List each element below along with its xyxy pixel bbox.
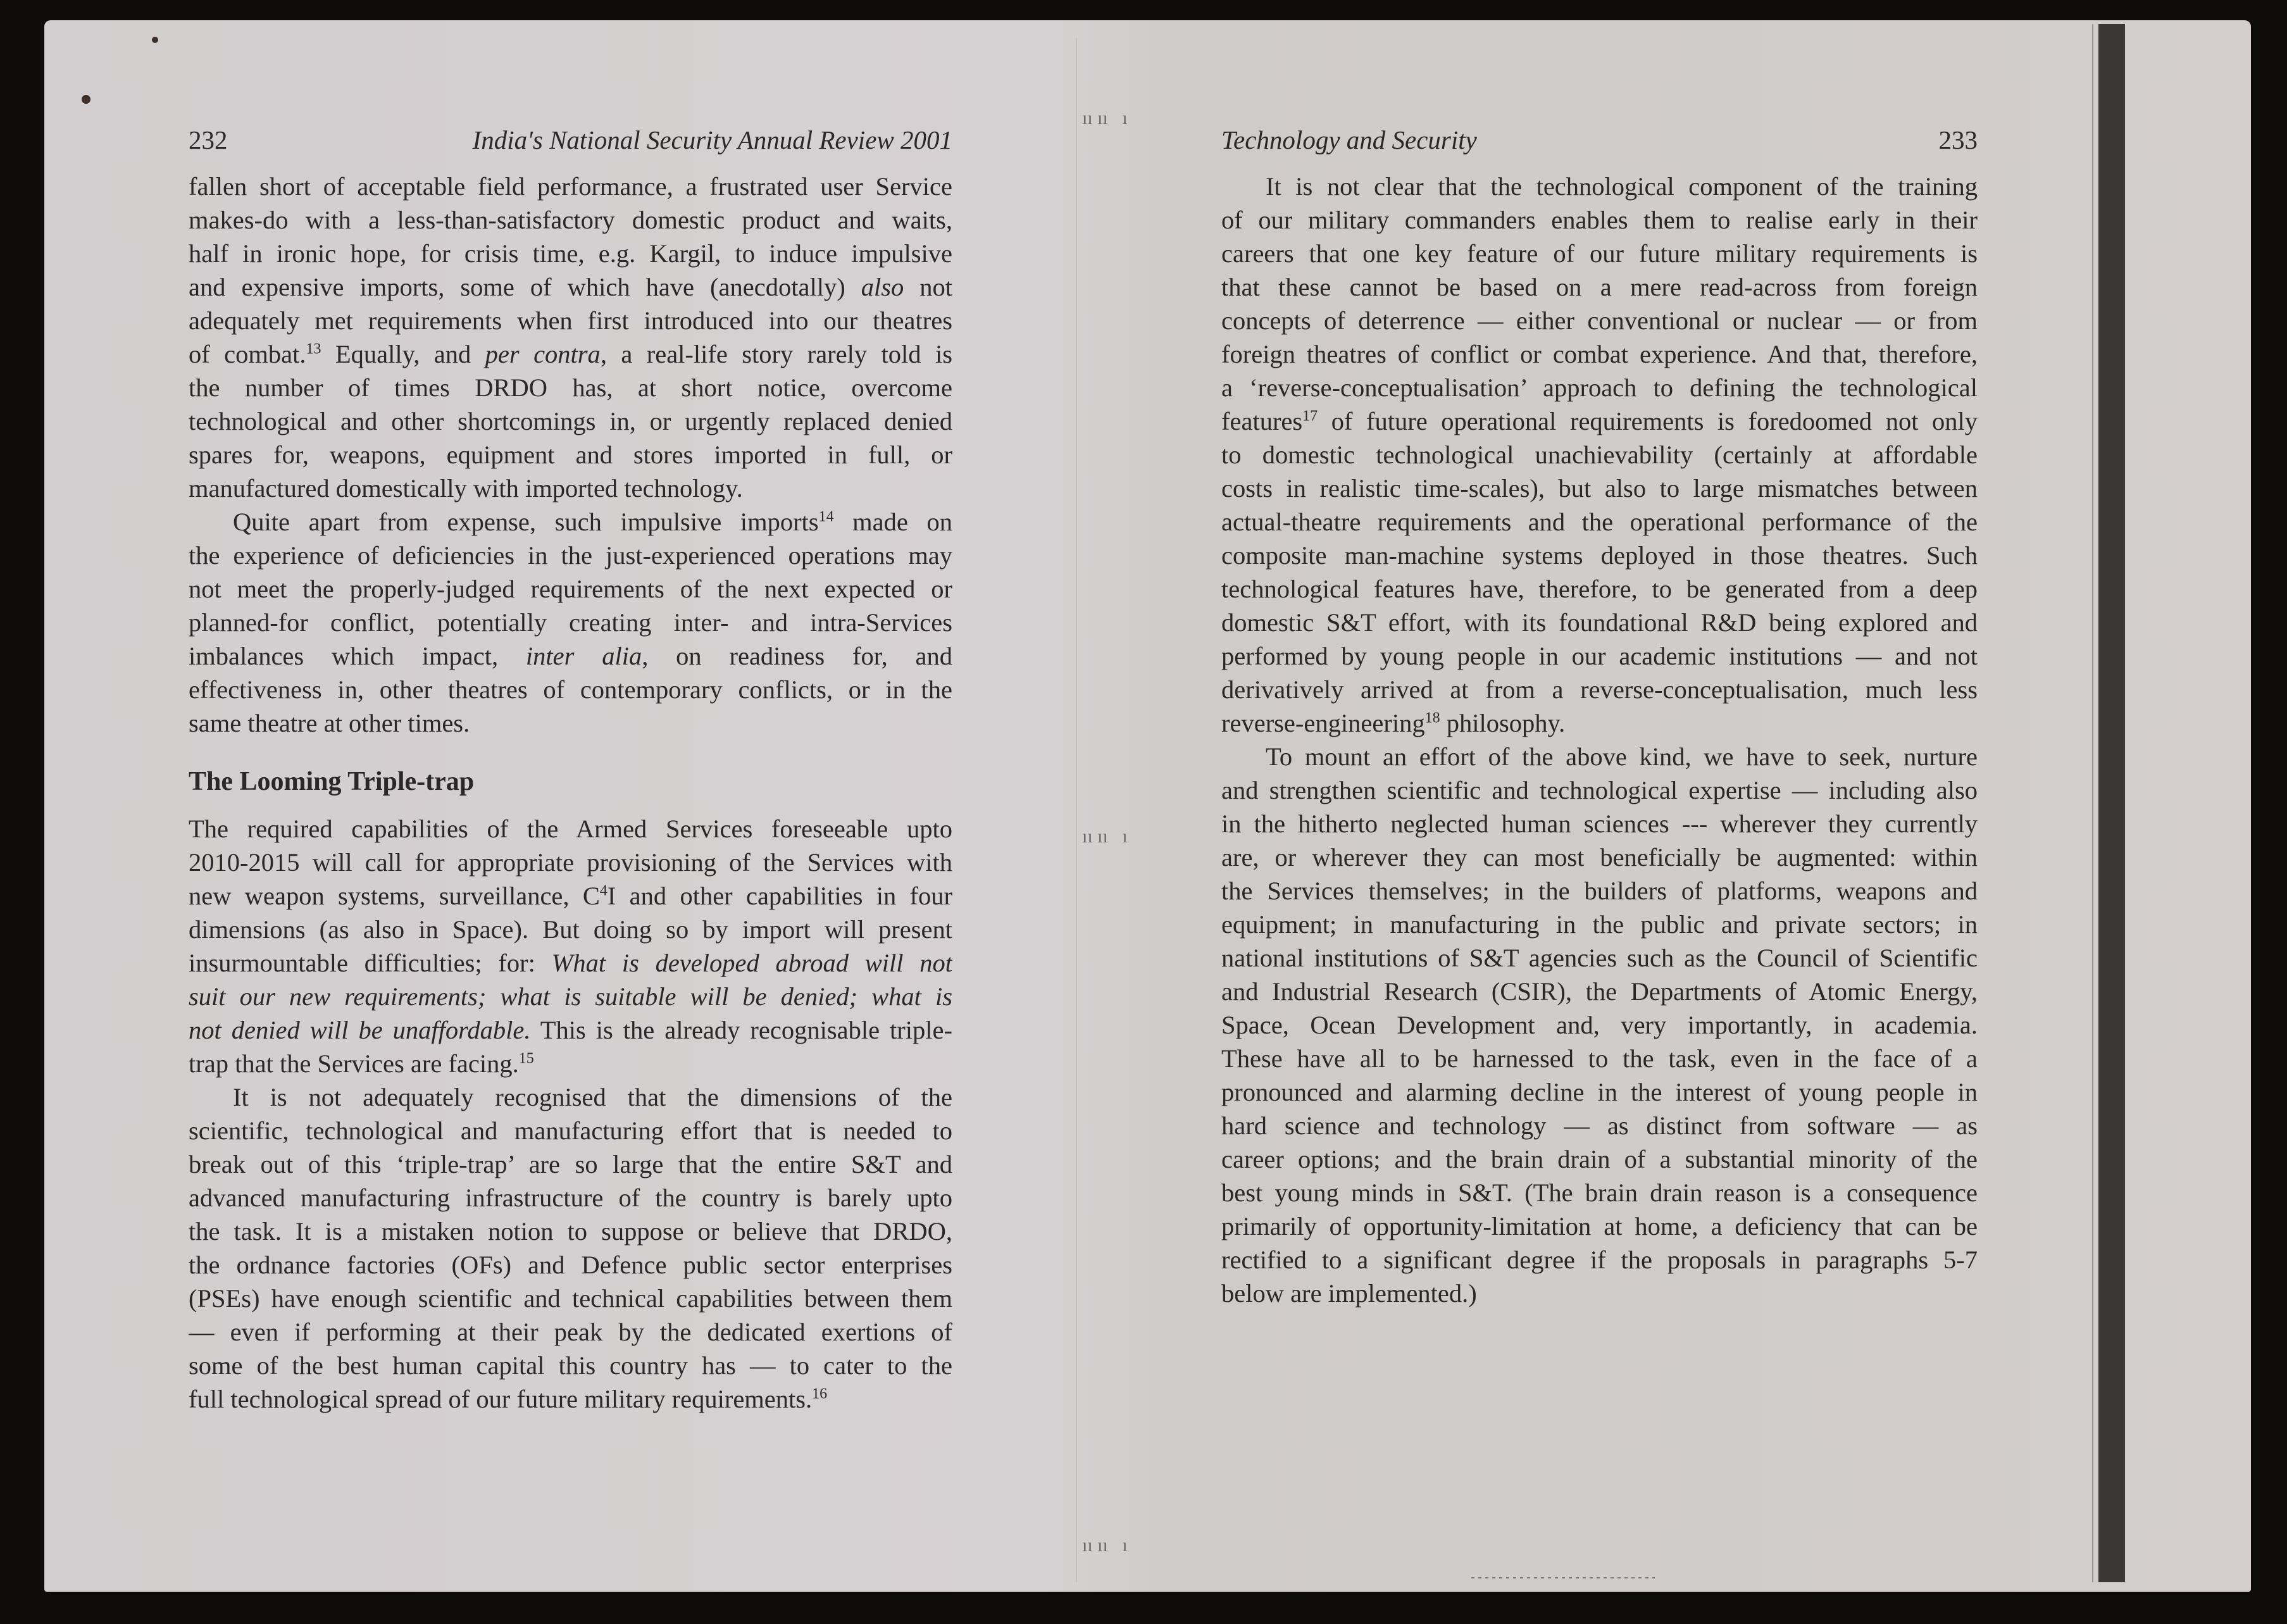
text-line [189, 879, 952, 913]
text-line: a ‘reverse-conceptualisation’ approach to defining the technological [1221, 373, 1978, 402]
right-running-head [1221, 124, 1978, 156]
text-line [189, 505, 952, 539]
spine-edge-line [2092, 24, 2093, 1582]
text-segment: , on readiness for, and [642, 642, 952, 670]
text-line: makes-do with a less-than-satisfactory domestic product and waits, [189, 206, 952, 234]
text-line: actual-theatre requirements and the operational performance of the [1221, 508, 1978, 536]
text-line: To mount an effort of the above kind, we have to seek, nurture [1266, 742, 1978, 771]
faint-footer-marks [1471, 1577, 1655, 1578]
footnote-marker: 16 [812, 1385, 828, 1402]
text-line: dimensions (as also in Space). But doing so by import will present [189, 915, 952, 944]
text-line [189, 1047, 952, 1080]
text-line: concepts of deterrence — either conventional or nuclear — or from [1221, 306, 1978, 335]
text-line: manufactured domestically with imported technology. [189, 474, 743, 503]
text-line: performed by young people in our academic institutions — and not [1221, 642, 1978, 670]
print-registration-mark: ıı ıı ı [1082, 108, 1128, 128]
text-line: not meet the properly-judged requirements of the next expected or [189, 575, 952, 603]
text-line: costs in realistic time-scales), but also to large mismatches between [1221, 474, 1978, 503]
left-running-head [189, 124, 952, 156]
footnote-marker: 14 [818, 508, 834, 525]
right-text-column [1221, 170, 1978, 1310]
italic-text: not denied will be unaffordable. [189, 1016, 531, 1044]
text-line: Space, Ocean Development and, very importantly, in academia. [1221, 1011, 1978, 1039]
text-line [1221, 706, 1978, 740]
text-segment: reverse-engineering [1221, 709, 1425, 737]
section-heading: The Looming Triple-trap [189, 767, 475, 796]
text-line: — even if performing at their peak by the dedicated exertions of [189, 1318, 952, 1346]
text-line [189, 1013, 952, 1047]
text-line: same theatre at other times. [189, 709, 470, 737]
running-title: Technology and Security [1221, 125, 1477, 154]
text-line: planned-for conflict, potentially creating inter- and intra-Services [189, 608, 952, 637]
text-line: career options; and the brain drain of a substantial minority of the [1221, 1145, 1978, 1173]
text-line: These have all to be harnessed to the task, even in the face of a [1221, 1044, 1978, 1073]
text-segment: full technological spread of our future military requirements. [189, 1385, 813, 1413]
footnote-marker: 13 [306, 340, 321, 358]
text-line: rectified to a significant degree if the proposals in paragraphs 5-7 [1221, 1246, 1978, 1274]
print-registration-mark: ıı ıı ı [1082, 1535, 1128, 1556]
page-number: 233 [1938, 125, 1978, 154]
left-text-column [189, 170, 952, 1416]
text-line [189, 639, 952, 673]
italic-text: What is developed abroad will not [551, 949, 952, 977]
text-line [189, 980, 952, 1013]
text-segment: Equally, and [321, 340, 485, 368]
text-line: of our military commanders enables them to realise early in their [1221, 206, 1978, 234]
text-segment: features [1221, 407, 1303, 435]
text-line: It is not adequately recognised that the dimensions of the [233, 1083, 952, 1111]
text-line: derivatively arrived at from a reverse-conceptualisation, much less [1221, 675, 1978, 704]
text-line: scientific, technological and manufacturing effort that is needed to [189, 1116, 952, 1145]
running-title: India's National Security Annual Review 2001 [472, 125, 952, 154]
text-line [189, 1382, 952, 1416]
text-line: technological and other shortcomings in, or urgently replaced denied [189, 407, 952, 435]
footnote-marker: 17 [1302, 408, 1318, 425]
text-line: domestic S&T effort, with its foundational R&D being explored and [1221, 608, 1978, 637]
text-line: the task. It is a mistaken notion to suppose or believe that DRDO, [189, 1217, 952, 1246]
text-line: (PSEs) have enough scientific and technical capabilities between them [189, 1284, 952, 1313]
footnote-marker: 15 [518, 1050, 534, 1067]
text-segment: I and other capabilities in four [607, 882, 952, 910]
text-line: careers that one key feature of our future military requirements is [1221, 239, 1978, 268]
text-line: the experience of deficiencies in the just-experienced operations may [189, 541, 952, 570]
text-line: 2010-2015 will call for appropriate provisioning of the Services with [189, 848, 952, 877]
text-line: that these cannot be based on a mere read-across from foreign [1221, 273, 1978, 301]
text-segment: , a real-life story rarely told is [600, 340, 952, 368]
text-line: and Industrial Research (CSIR), the Departments of Atomic Energy, [1221, 977, 1978, 1006]
text-line: national institutions of S&T agencies such as the Council of Scientific [1221, 944, 1978, 972]
paper-hole-mark [82, 95, 90, 104]
text-line: adequately met requirements when first introduced into our theatres [189, 306, 952, 335]
text-line: fallen short of acceptable field performance, a frustrated user Service [189, 172, 952, 201]
page-number: 232 [189, 125, 228, 154]
text-line: some of the best human capital this country has — to cater to the [189, 1351, 952, 1380]
gutter-fold-line [1076, 38, 1077, 1582]
text-line: are, or wherever they can most beneficially be augmented: within [1221, 843, 1978, 871]
text-line: foreign theatres of conflict or combat experience. And that, therefore, [1221, 340, 1978, 368]
text-line: effectiveness in, other theatres of contemporary conflicts, or in the [189, 675, 952, 704]
text-segment: Quite apart from expense, such impulsive imports [233, 508, 819, 536]
text-line: to domestic technological unachievability (certainly at affordable [1221, 440, 1978, 469]
text-line: break out of this ‘triple-trap’ are so large that the entire S&T and [189, 1150, 952, 1178]
paper-hole-mark [152, 37, 158, 43]
text-segment: of combat. [189, 340, 306, 368]
text-line: composite man-machine systems deployed in those theatres. Such [1221, 541, 1978, 570]
text-line: pronounced and alarming decline in the interest of young people in [1221, 1078, 1978, 1106]
italic-text: also [861, 273, 904, 301]
footnote-marker: 18 [1424, 709, 1440, 727]
text-segment: made on [833, 508, 952, 536]
text-segment: philosophy. [1440, 709, 1566, 737]
text-segment: This is the already recognisable triple- [530, 1016, 952, 1044]
text-segment: not [904, 273, 952, 301]
text-line [1221, 404, 1978, 438]
text-line: half in ironic hope, for crisis time, e.g. Kargil, to induce impulsive [189, 239, 952, 268]
text-segment: trap that the Services are facing. [189, 1049, 519, 1078]
text-segment: of future operational requirements is foredoomed not only [1318, 407, 1978, 435]
text-line: the ordnance factories (OFs) and Defence public sector enterprises [189, 1251, 952, 1279]
footnote-marker: 4 [599, 882, 608, 899]
print-registration-mark: ıı ıı ı [1082, 826, 1128, 847]
text-line: and strengthen scientific and technological expertise — including also [1221, 776, 1978, 804]
italic-text: per contra [485, 340, 601, 368]
text-line: hard science and technology — as distinct from software — as [1221, 1111, 1978, 1140]
text-line: equipment; in manufacturing in the public and private sectors; in [1221, 910, 1978, 939]
text-line: below are implemented.) [1221, 1279, 1477, 1308]
text-line: best young minds in S&T. (The brain drain reason is a consequence [1221, 1178, 1978, 1207]
text-line [189, 270, 952, 304]
text-line: technological features have, therefore, to be generated from a deep [1221, 575, 1978, 603]
text-segment: imbalances which impact, [189, 642, 526, 670]
text-line: advanced manufacturing infrastructure of the country is barely upto [189, 1184, 952, 1212]
text-line: spares for, weapons, equipment and stores imported in full, or [189, 440, 952, 469]
italic-text: suit our new requirements; what is suitable will be denied; what is [189, 982, 952, 1011]
text-line [189, 946, 952, 980]
spine-dark-strip [2098, 24, 2125, 1582]
text-segment: insurmountable difficulties; for: [189, 949, 552, 977]
text-line: the Services themselves; in the builders of platforms, weapons and [1221, 877, 1978, 905]
text-segment: new weapon systems, surveillance, C [189, 882, 600, 910]
text-line: primarily of opportunity-limitation at home, a deficiency that can be [1221, 1212, 1978, 1240]
text-line: The required capabilities of the Armed Services foreseeable upto [189, 815, 952, 843]
italic-text: inter alia [525, 642, 642, 670]
text-line [189, 337, 952, 371]
text-segment: and expensive imports, some of which have (anecdotally) [189, 273, 861, 301]
text-line: It is not clear that the technological component of the training [1266, 172, 1978, 201]
text-line: the number of times DRDO has, at short notice, overcome [189, 373, 952, 402]
text-line: in the hitherto neglected human sciences --- wherever they currently [1221, 809, 1978, 838]
